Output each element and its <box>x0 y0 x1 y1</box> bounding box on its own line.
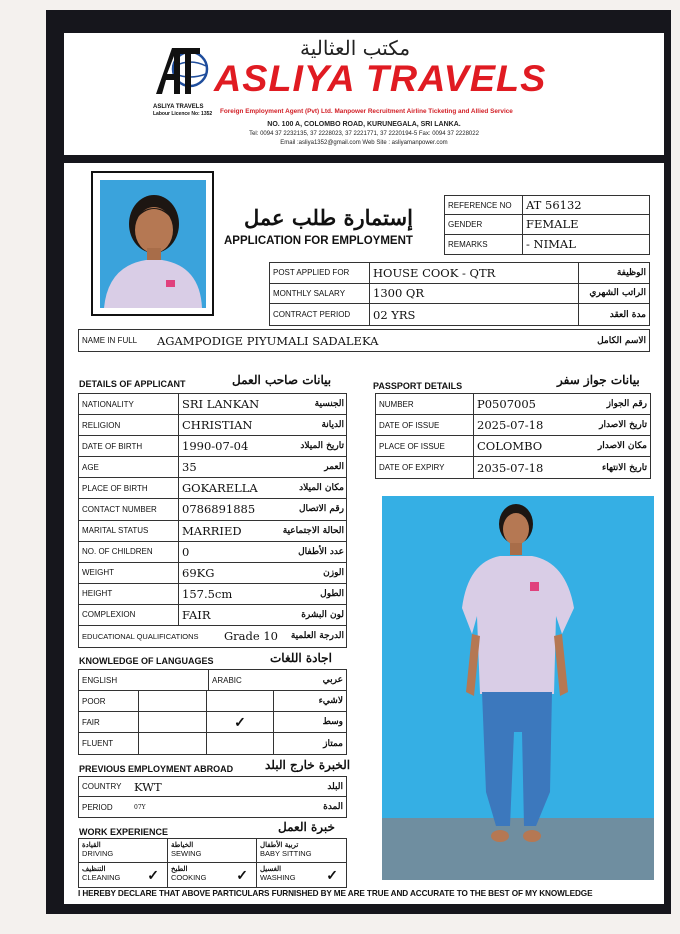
work-table <box>78 838 347 888</box>
passport-row <box>376 394 650 415</box>
applicant-label: MARITAL STATUS <box>79 521 179 541</box>
applicant-label: NATIONALITY <box>79 394 179 414</box>
passport-label: PLACE OF ISSUE <box>376 436 474 456</box>
applicant-label: DATE OF BIRTH <box>79 436 179 456</box>
passport-row <box>376 457 650 478</box>
applicant-label: AGE <box>79 457 179 477</box>
applicant-value: FAIR <box>182 607 211 622</box>
passport-value: 2025-07-18 <box>477 418 544 432</box>
work-item-label: SEWING <box>171 849 202 858</box>
language-level-label: FAIR <box>79 712 139 732</box>
applicant-label-ar: الحالة الاجتماعية <box>282 525 344 536</box>
name-label: NAME IN FULL <box>82 336 138 345</box>
salary-row <box>270 284 649 305</box>
name-label-ar: الاسم الكامل <box>597 335 646 346</box>
passport-label-ar: مكان الاصدار <box>597 441 647 451</box>
applicant-row <box>79 499 347 520</box>
country-value: KWT <box>134 779 162 794</box>
work-item-label: WASHING <box>260 873 296 882</box>
applicant-row <box>79 626 347 647</box>
post-label: POST APPLIED FOR <box>270 263 370 283</box>
passport-value: P0507005 <box>477 397 536 411</box>
work-item-ar: التنظيف <box>82 864 106 873</box>
arabic-check: ✓ <box>207 712 274 732</box>
period-label: PERIOD <box>82 802 113 812</box>
previous-table <box>78 776 347 818</box>
passport-label: NUMBER <box>376 394 474 414</box>
passport-label-ar: رقم الجواز <box>606 399 647 409</box>
remarks-value: - NIMAL <box>526 237 576 252</box>
contract-label: CONTRACT PERIOD <box>270 304 370 325</box>
passport-row <box>376 436 650 457</box>
work-item-cleaning <box>79 863 168 887</box>
logo-caption: ASLIYA TRAVELS Labour Licence No: 1352 <box>153 104 213 118</box>
applicant-label-ar: الطول <box>320 588 344 599</box>
work-title: WORK EXPERIENCE <box>79 827 169 837</box>
languages-title-ar: اجادة اللغات <box>270 651 332 665</box>
passport-title: PASSPORT DETAILS <box>373 381 463 391</box>
language-level-label: POOR <box>79 691 139 711</box>
passport-value: 2035-07-18 <box>477 460 544 475</box>
language-level-ar: وسط <box>322 717 343 727</box>
applicant-value: Grade 10 <box>224 629 278 644</box>
passport-title-ar: بيانات جواز سفر <box>557 373 640 387</box>
applicant-label-ar: الجنسية <box>314 399 344 410</box>
english-check <box>139 712 207 732</box>
work-item-ar: الطبخ <box>171 864 188 873</box>
language-level-row <box>79 733 346 754</box>
applicant-label-ar: الوزن <box>323 567 344 578</box>
work-item-label: COOKING <box>171 873 207 882</box>
applicant-row <box>79 394 347 415</box>
applicant-photo-small <box>91 171 214 316</box>
post-label-ar: الوظيفة <box>616 267 646 278</box>
applicant-value: 69KG <box>182 565 215 580</box>
english-check <box>139 691 207 711</box>
language-level-label: FLUENT <box>79 733 139 754</box>
applicant-value: 35 <box>182 460 197 475</box>
post-row <box>270 263 649 284</box>
gender-row <box>445 215 649 234</box>
applicant-title-ar: بيانات صاحب العمل <box>232 373 332 387</box>
applicant-label-ar: تاريخ الميلاد <box>300 441 344 452</box>
contract-label-ar: مدة العقد <box>609 309 646 320</box>
applicant-value: 0786891885 <box>182 502 256 517</box>
work-item-driving <box>79 839 168 863</box>
work-item-label: CLEANING <box>82 873 121 882</box>
applicant-row <box>79 478 347 499</box>
applicant-row <box>79 436 347 457</box>
post-box <box>269 262 650 326</box>
applicant-value: SRI LANKAN <box>182 397 260 412</box>
applicant-value: 157.5cm <box>182 586 233 601</box>
address: NO. 100 A, COLOMBO ROAD, KURUNEGALA, SRI LANKA. <box>267 121 461 128</box>
contract-row <box>270 304 649 325</box>
language-level-row <box>79 712 346 733</box>
form-title: APPLICATION FOR EMPLOYMENT <box>224 235 413 247</box>
gender-label: GENDER <box>445 215 523 233</box>
remarks-row <box>445 235 649 254</box>
arabic-check <box>207 733 274 754</box>
arabic-check <box>207 691 274 711</box>
work-item-check: ✓ <box>326 867 338 883</box>
applicant-label: COMPLEXION <box>79 605 179 625</box>
applicant-label: WEIGHT <box>79 563 179 583</box>
language-level-row <box>79 691 346 712</box>
salary-label-ar: الراتب الشهري <box>589 288 646 299</box>
work-item-sewing <box>168 839 257 863</box>
applicant-label-ar: مكان الميلاد <box>299 483 344 494</box>
name-value: AGAMPODIGE PIYUMALI SADALEKA <box>157 333 379 348</box>
applicant-value: MARRIED <box>182 523 242 538</box>
languages-header-row <box>79 670 346 691</box>
work-item-ar: الغسيل <box>260 864 282 873</box>
ref-value: AT 56132 <box>526 198 582 213</box>
passport-label-ar: تاريخ الاصدار <box>599 420 647 430</box>
applicant-photo-full <box>382 496 654 880</box>
previous-title-ar: الخبرة خارج البلد <box>265 758 351 772</box>
applicant-row <box>79 542 347 563</box>
work-item-baby-sitting <box>257 839 346 863</box>
period-row <box>79 797 346 817</box>
arabic-column-header: ARABIC <box>212 675 242 685</box>
name-row <box>79 330 649 351</box>
work-item-ar: تربية الأطفال <box>260 840 299 849</box>
gender-value: FEMALE <box>526 217 579 232</box>
form-title-arabic: إستمارة طلب عمل <box>244 205 413 230</box>
passport-label: DATE OF ISSUE <box>376 415 474 435</box>
work-item-washing <box>257 863 346 887</box>
applicant-row <box>79 584 347 605</box>
passport-label-ar: تاريخ الانتهاء <box>601 462 647 473</box>
country-label-ar: البلد <box>327 781 343 792</box>
telephone: Tel: 0094 37 2232135, 37 2228023, 37 2221771, 37 2220194-5 Fax: 0094 37 2228022 <box>249 131 479 137</box>
reference-box <box>444 195 650 255</box>
applicant-label: HEIGHT <box>79 584 179 604</box>
work-item-check: ✓ <box>147 867 159 883</box>
passport-value: COLOMBO <box>477 439 543 453</box>
applicant-label-ar: الديانة <box>321 420 344 431</box>
declaration: I HEREBY DECLARE THAT ABOVE PARTICULARS FURNISHED BY ME ARE TRUE AND ACCURATE TO THE BEST OF MY KNOWLEDGE <box>78 889 593 898</box>
salary-label: MONTHLY SALARY <box>270 284 370 304</box>
work-item-cooking <box>168 863 257 887</box>
languages-table <box>78 669 347 755</box>
applicant-row <box>79 605 347 626</box>
work-item-ar: الخياطة <box>171 840 194 849</box>
email-web: Email :asliya1352@gmail.com Web Site : asliyamanpower.com <box>280 140 448 146</box>
country-label: COUNTRY <box>82 782 122 791</box>
arabic-column-header-ar: عربي <box>322 675 343 685</box>
applicant-value: 1990-07-04 <box>182 439 249 454</box>
passport-row <box>376 415 650 436</box>
tagline: Foreign Employment Agent (Pvt) Ltd. Manpower Recruitment Airline Ticketing and Allied Service <box>220 108 513 115</box>
ref-label: REFERENCE NO <box>445 196 523 214</box>
applicant-label: RELIGION <box>79 415 179 435</box>
applicant-row <box>79 457 347 478</box>
work-item-check: ✓ <box>236 867 248 883</box>
name-box <box>78 329 650 352</box>
languages-title: KNOWLEDGE OF LANGUAGES <box>79 656 214 666</box>
applicant-table <box>78 393 347 648</box>
applicant-title: DETAILS OF APPLICANT <box>79 379 186 389</box>
applicant-label: NO. OF CHILDREN <box>79 542 179 562</box>
company-logo <box>150 44 212 98</box>
applicant-label-ar: رقم الاتصال <box>299 504 344 515</box>
contract-value: 02 YRS <box>370 304 579 325</box>
work-item-label: DRIVING <box>82 849 114 858</box>
applicant-row <box>79 521 347 542</box>
applicant-row <box>79 415 347 436</box>
applicant-row <box>79 563 347 584</box>
remarks-label: REMARKS <box>445 235 523 254</box>
language-level-ar: ممتاز <box>323 738 343 749</box>
english-check <box>139 733 207 754</box>
brand-arabic: مكتب العثالية <box>300 36 411 60</box>
work-item-label: BABY SITTING <box>260 849 312 858</box>
passport-label: DATE OF EXPIRY <box>376 457 474 478</box>
applicant-label-ar: لون البشرة <box>301 609 344 620</box>
applicant-label: CONTACT NUMBER <box>79 499 179 519</box>
post-value: HOUSE COOK - QTR <box>370 263 579 283</box>
language-level-ar: لاشيء <box>318 696 343 706</box>
applicant-value: GOKARELLA <box>182 481 258 496</box>
brand-name: ASLIYA TRAVELS <box>214 58 547 99</box>
applicant-label: PLACE OF BIRTH <box>79 478 179 498</box>
period-value: 07Y <box>134 803 146 811</box>
english-column-header: ENGLISH <box>79 670 209 690</box>
work-item-ar: القيادة <box>82 840 101 849</box>
applicant-label: EDUCATIONAL QUALIFICATIONS <box>82 631 199 641</box>
country-row <box>79 777 346 797</box>
applicant-label-ar: العمر <box>324 462 344 473</box>
passport-table <box>375 393 651 479</box>
applicant-label-ar: الدرجة العلمية <box>290 631 344 642</box>
applicant-value: CHRISTIAN <box>182 418 253 433</box>
applicant-value: 0 <box>182 544 190 559</box>
ref-row <box>445 196 649 215</box>
previous-title: PREVIOUS EMPLOYMENT ABROAD <box>79 764 234 774</box>
period-label-ar: المدة <box>323 802 343 812</box>
work-title-ar: خبرة العمل <box>278 820 335 834</box>
salary-value: 1300 QR <box>370 284 579 304</box>
applicant-label-ar: عدد الأطفال <box>298 546 344 557</box>
